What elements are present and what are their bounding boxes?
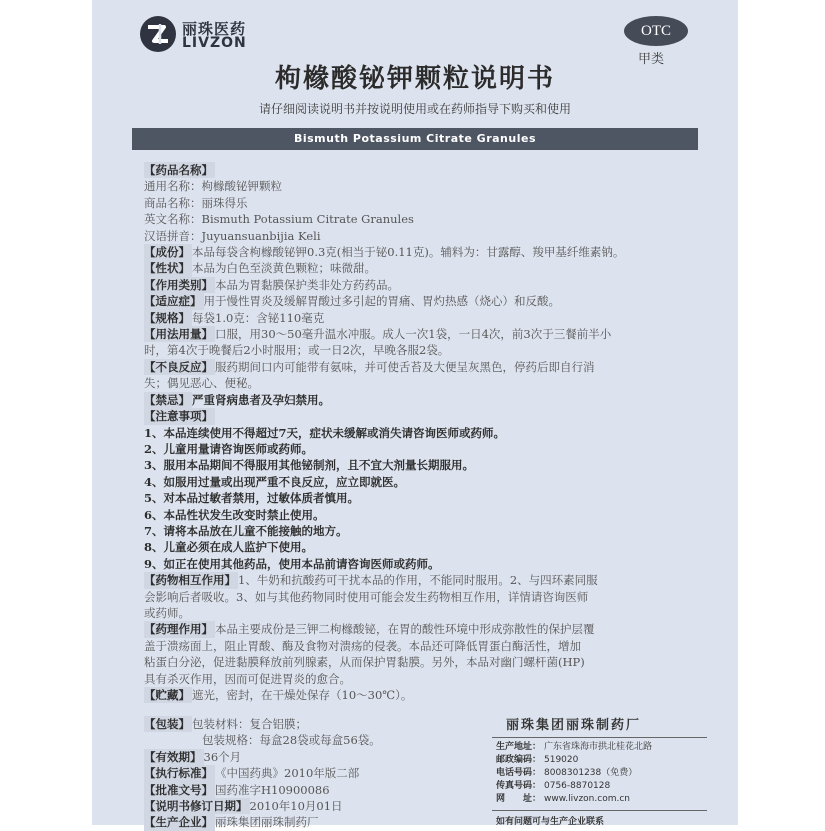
fax-value: 0756-8870128: [544, 781, 611, 791]
instruction-body: [144, 162, 704, 703]
brand-name-en: LIVZON: [182, 35, 247, 51]
english-name: 英文名称：Bismuth Potassium Citrate Granules: [144, 212, 414, 227]
section-label-properties: 【性状】: [144, 261, 190, 276]
interactions-text-2: 会影响后者吸收。3、如与其他药物同时使用可能会发生药物相互作用，详情请咨询医师: [144, 589, 589, 604]
storage-text: 遮光，密封，在干燥处保存（10～30℃）。: [192, 688, 413, 702]
address-value: 广东省珠海市拱北桂花北路: [544, 742, 653, 752]
precaution-item: 6、本品性状发生改变时禁止使用。: [144, 507, 325, 522]
phone-value: 8008301238（免费）: [544, 768, 638, 778]
precaution-item: 8、儿童必须在成人监护下使用。: [144, 540, 313, 555]
generic-name: 通用名称：枸橼酸铋钾颗粒: [144, 179, 282, 194]
document-title: 枸橼酸铋钾颗粒说明书: [274, 64, 555, 94]
indications-text: 用于慢性胃炎及缓解胃酸过多引起的胃痛、胃灼热感（烧心）和反酸。: [203, 294, 560, 309]
usage-advice: 请仔细阅读说明书并按说明使用或在药师指导下购买和使用: [258, 102, 571, 116]
pharmacology-text-1: 本品主要成份是三钾二枸橼酸铋，在胃的酸性环境中形成弥散性的保护层覆: [215, 622, 595, 637]
precaution-item: 5、对本品过敏者禁用，过敏体质者慎用。: [144, 491, 359, 506]
properties-text: 本品为白色至淡黄色颗粒；味微甜。: [192, 261, 376, 276]
manufacturer-text: 丽珠集团丽珠制药厂: [215, 815, 319, 830]
address-label: 生产地址：: [496, 742, 542, 752]
otc-class-label: 甲类: [638, 52, 665, 67]
section-label-package: 【包装】: [144, 717, 190, 731]
english-name-banner: Bismuth Potassium Citrate Granules: [132, 128, 698, 150]
section-label-drug-name: 【药品名称】: [144, 163, 213, 177]
interactions-text-1: 1、牛奶和抗酸药可干扰本品的作用，不能同时服用。2、与四环素同服: [238, 573, 598, 588]
lower-left-info: [144, 716, 484, 831]
section-label-adverse: 【不良反应】: [144, 359, 213, 374]
precaution-item: 2、儿童用量请咨询医师或药师。: [144, 441, 313, 456]
pharmacology-text-3: 粘蛋白分泌，促进黏膜释放前列腺素，从而保护胃黏膜。另外，本品对幽门螺杆菌(HP): [144, 655, 585, 670]
spec-text: 每袋1.0克：含铋110毫克: [192, 310, 325, 325]
dosage-text-2: 时，第4次于晚餐后2小时服用；或一日2次，早晚各服2袋。: [144, 343, 450, 358]
postcode-label: 邮政编码：: [496, 755, 542, 765]
category-text: 本品为胃黏膜保护类非处方药药品。: [215, 277, 399, 292]
phone-label: 电话号码：: [496, 768, 542, 778]
pharmacology-text-2: 盖于溃疡面上，阻止胃酸、酶及食物对溃疡的侵袭。本品还可降低胃蛋白酶活性，增加: [144, 638, 581, 653]
section-label-storage: 【贮藏】: [144, 688, 190, 702]
interactions-text-3: 或药师。: [144, 605, 190, 620]
precaution-item: 9、如正在使用其他药品，使用本品前请咨询医师或药师。: [144, 556, 440, 571]
contact-note: 如有问题可与生产企业联系: [492, 810, 707, 827]
section-label-validity: 【有效期】: [144, 749, 202, 764]
company-info-box: [492, 712, 707, 827]
brand-logo: [140, 16, 300, 52]
section-label-category: 【作用类别】: [144, 277, 213, 292]
section-label-revision: 【说明书修订日期】: [144, 799, 248, 814]
postcode-value: 519020: [544, 755, 579, 765]
dosage-text-1: 口服，用30～50毫升温水冲服。成人一次1袋，一日4次，前3次于三餐前半小: [215, 327, 612, 342]
instruction-sheet: [92, 0, 738, 830]
section-label-indications: 【适应症】: [144, 294, 202, 309]
precaution-item: 3、服用本品期间不得服用其他铋制剂，且不宜大剂量长期服用。: [144, 458, 474, 473]
livzon-logo-icon: [140, 16, 176, 52]
revision-text: 2010年10月01日: [249, 799, 343, 814]
section-label-precautions: 【注意事项】: [144, 409, 213, 424]
ingredients-text: 本品每袋含枸橼酸铋钾0.3克(相当于铋0.11克)。辅料为：甘露醇、羧甲基纤维素钠。: [192, 245, 625, 260]
adverse-text-2: 失；偶见恶心、便秘。: [144, 376, 259, 391]
pharmacology-text-4: 具有杀灭作用，因而可促进胃炎的愈合。: [144, 671, 351, 686]
section-label-pharmacology: 【药理作用】: [144, 622, 213, 637]
section-label-standard: 【执行标准】: [144, 766, 213, 781]
contra-text: 严重肾病患者及孕妇禁用。: [192, 392, 330, 407]
package-spec: 包装规格：每盒28袋或每盒56袋。: [202, 733, 381, 748]
brand-name-cn: 丽珠医药: [182, 20, 247, 38]
pinyin-name: 汉语拼音：Juyuansuanbijia Keli: [144, 228, 321, 243]
approval-text: 国药准字H10900086: [215, 782, 330, 797]
section-label-interactions: 【药物相互作用】: [144, 573, 236, 588]
section-label-contra: 【禁忌】: [144, 392, 190, 407]
section-label-manufacturer: 【生产企业】: [144, 815, 213, 830]
trade-name: 商品名称：丽珠得乐: [144, 195, 248, 210]
otc-badge: OTC: [624, 16, 688, 46]
section-label-approval: 【批准文号】: [144, 782, 213, 797]
section-label-ingredients: 【成份】: [144, 245, 190, 260]
precaution-item: 1、本品连续使用不得超过7天，症状未缓解或消失请咨询医师或药师。: [144, 425, 505, 440]
fax-label: 传真号码：: [496, 781, 542, 791]
validity-text: 36个月: [203, 749, 242, 764]
website-value: www.livzon.com.cn: [544, 794, 630, 804]
adverse-text-1: 服药期间口内可能带有氨味，并可使舌苔及大便呈灰黑色，停药后即自行消: [215, 359, 595, 374]
precaution-item: 4、如服用过量或出现严重不良反应，应立即就医。: [144, 474, 405, 489]
section-label-dosage: 【用法用量】: [144, 327, 213, 342]
standard-text: 《中国药典》2010年版二部: [215, 766, 360, 781]
company-name: 丽珠集团丽珠制药厂: [492, 712, 707, 738]
website-label: 网 址：: [496, 794, 542, 804]
section-label-spec: 【规格】: [144, 310, 190, 325]
package-material: 包装材料：复合铝膜；: [192, 717, 307, 731]
precaution-item: 7、请将本品放在儿童不能接触的地方。: [144, 523, 348, 538]
